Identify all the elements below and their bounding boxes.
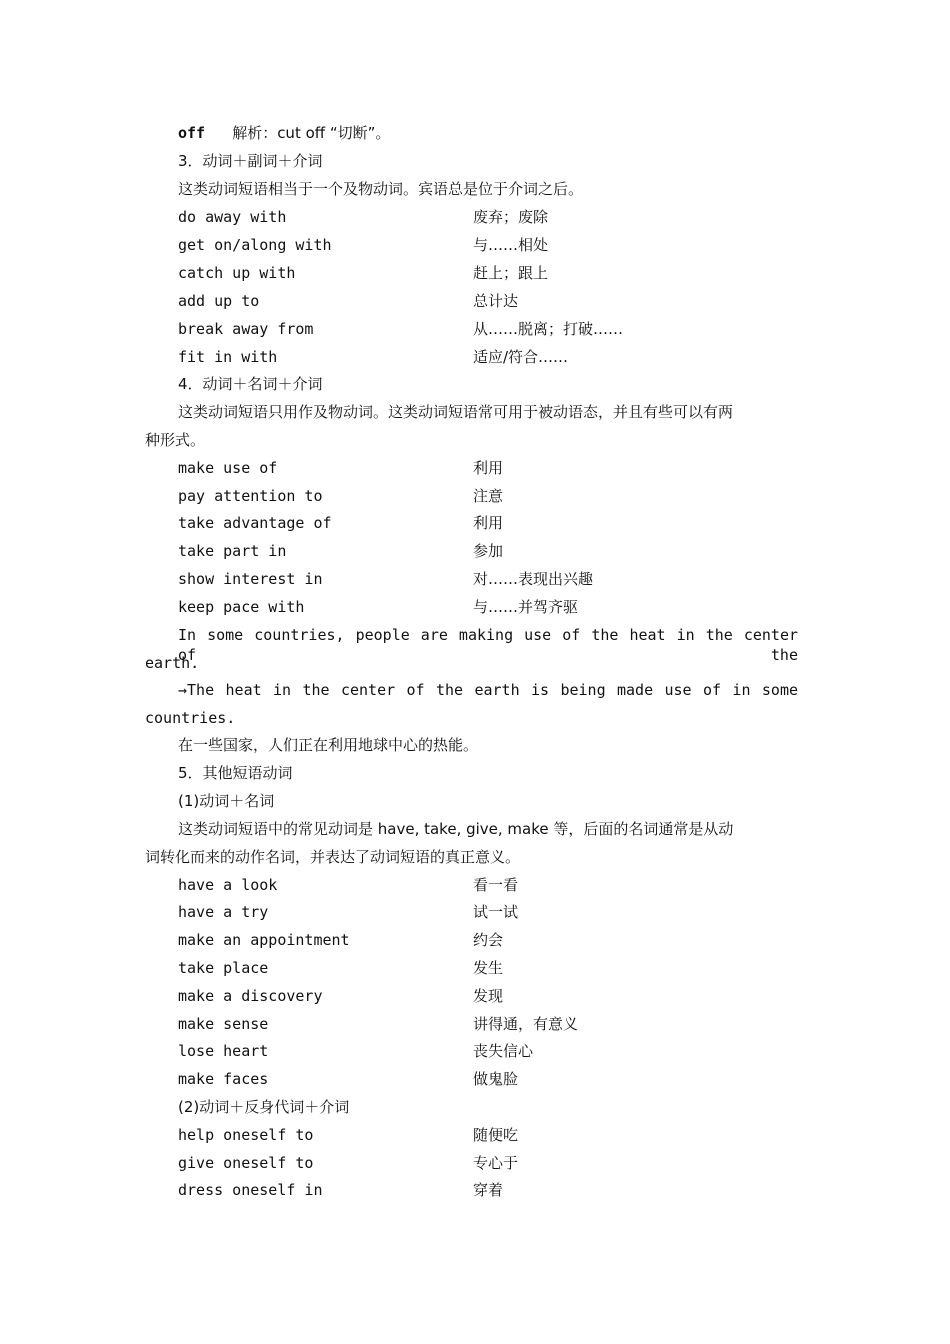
- phrase-zh: 与……并驾齐驱: [473, 598, 579, 616]
- section4-description-line1: 这类动词短语只用作及物动词。这类动词短语常可用于被动语态，并且有些可以有两: [178, 403, 734, 421]
- subsection1-description-line1: 这类动词短语中的常见动词是 have, take, give, make 等，后面的名词通常是从动: [178, 820, 734, 838]
- phrase-en: show interest in: [178, 570, 323, 588]
- phrase-en: catch up with: [178, 264, 296, 282]
- phrase-zh: 穿着: [473, 1181, 504, 1199]
- phrase-zh: 专心于: [473, 1154, 519, 1172]
- phrase-zh: 随便吃: [473, 1126, 519, 1144]
- section5-heading: 5．其他短语动词: [178, 764, 293, 782]
- phrase-en: make use of: [178, 459, 278, 477]
- phrase-en: dress oneself in: [178, 1181, 323, 1199]
- phrase-zh: 废弃；废除: [473, 208, 549, 226]
- phrase-en: make an appointment: [178, 931, 350, 949]
- phrase-en: have a try: [178, 903, 269, 921]
- phrase-zh: 适应/符合……: [473, 348, 569, 366]
- example-sentence-line2: earth.: [145, 654, 200, 672]
- section4-heading: 4．动词＋名词＋介词: [178, 375, 323, 393]
- phrase-zh: 参加: [473, 542, 504, 560]
- phrase-en: take part in: [178, 542, 287, 560]
- passive-sentence-line2: countries.: [145, 709, 236, 727]
- phrase-zh: 讲得通，有意义: [473, 1015, 579, 1033]
- answer-line: [178, 123, 390, 143]
- phrase-zh: 利用: [473, 459, 504, 477]
- subsection1-description-line2: 词转化而来的动作名词，并表达了动词短语的真正意义。: [145, 848, 521, 866]
- phrase-zh: 对……表现出兴趣: [473, 570, 594, 588]
- section4-description-line2: 种形式。: [145, 431, 206, 449]
- phrase-en: keep pace with: [178, 598, 305, 616]
- subsection2-heading: (2)动词＋反身代词＋介词: [178, 1098, 350, 1116]
- phrase-en: make faces: [178, 1070, 269, 1088]
- phrase-zh: 发生: [473, 959, 504, 977]
- phrase-en: take place: [178, 959, 269, 977]
- phrase-zh: 试一试: [473, 903, 519, 921]
- phrase-en: pay attention to: [178, 487, 323, 505]
- phrase-zh: 注意: [473, 487, 504, 505]
- phrase-en: get on/along with: [178, 236, 332, 254]
- phrase-zh: 从……脱离；打破……: [473, 320, 624, 338]
- phrase-en: fit in with: [178, 348, 278, 366]
- phrase-en: lose heart: [178, 1042, 269, 1060]
- phrase-zh: 丧失信心: [473, 1042, 534, 1060]
- section3-description: 这类动词短语相当于一个及物动词。宾语总是位于介词之后。: [178, 180, 584, 198]
- answer-word: off: [178, 124, 206, 142]
- phrase-en: take advantage of: [178, 514, 332, 532]
- phrase-en: do away with: [178, 208, 287, 226]
- phrase-en: have a look: [178, 876, 278, 894]
- phrase-zh: 总计达: [473, 292, 519, 310]
- example-translation: 在一些国家，人们正在利用地球中心的热能。: [178, 736, 479, 754]
- phrase-en: break away from: [178, 320, 314, 338]
- phrase-zh: 赶上；跟上: [473, 264, 549, 282]
- phrase-zh: 看一看: [473, 876, 519, 894]
- subsection1-heading: (1)动词＋名词: [178, 792, 275, 810]
- phrase-zh: 发现: [473, 987, 504, 1005]
- phrase-zh: 约会: [473, 931, 504, 949]
- phrase-zh: 利用: [473, 514, 504, 532]
- passive-sentence-line1: →The heat in the center of the earth is being made use of in some: [178, 681, 798, 699]
- phrase-en: help oneself to: [178, 1126, 314, 1144]
- phrase-en: give oneself to: [178, 1154, 314, 1172]
- phrase-zh: 做鬼脸: [473, 1070, 519, 1088]
- section3-heading: 3．动词＋副词＋介词: [178, 152, 323, 170]
- phrase-en: add up to: [178, 292, 260, 310]
- phrase-en: make a discovery: [178, 987, 323, 1005]
- answer-note: 解析：cut off “切断”。: [232, 124, 391, 142]
- example-sentence-line1: In some countries, people are making use of the heat in the center of the: [178, 626, 798, 664]
- phrase-en: make sense: [178, 1015, 269, 1033]
- phrase-zh: 与……相处: [473, 236, 549, 254]
